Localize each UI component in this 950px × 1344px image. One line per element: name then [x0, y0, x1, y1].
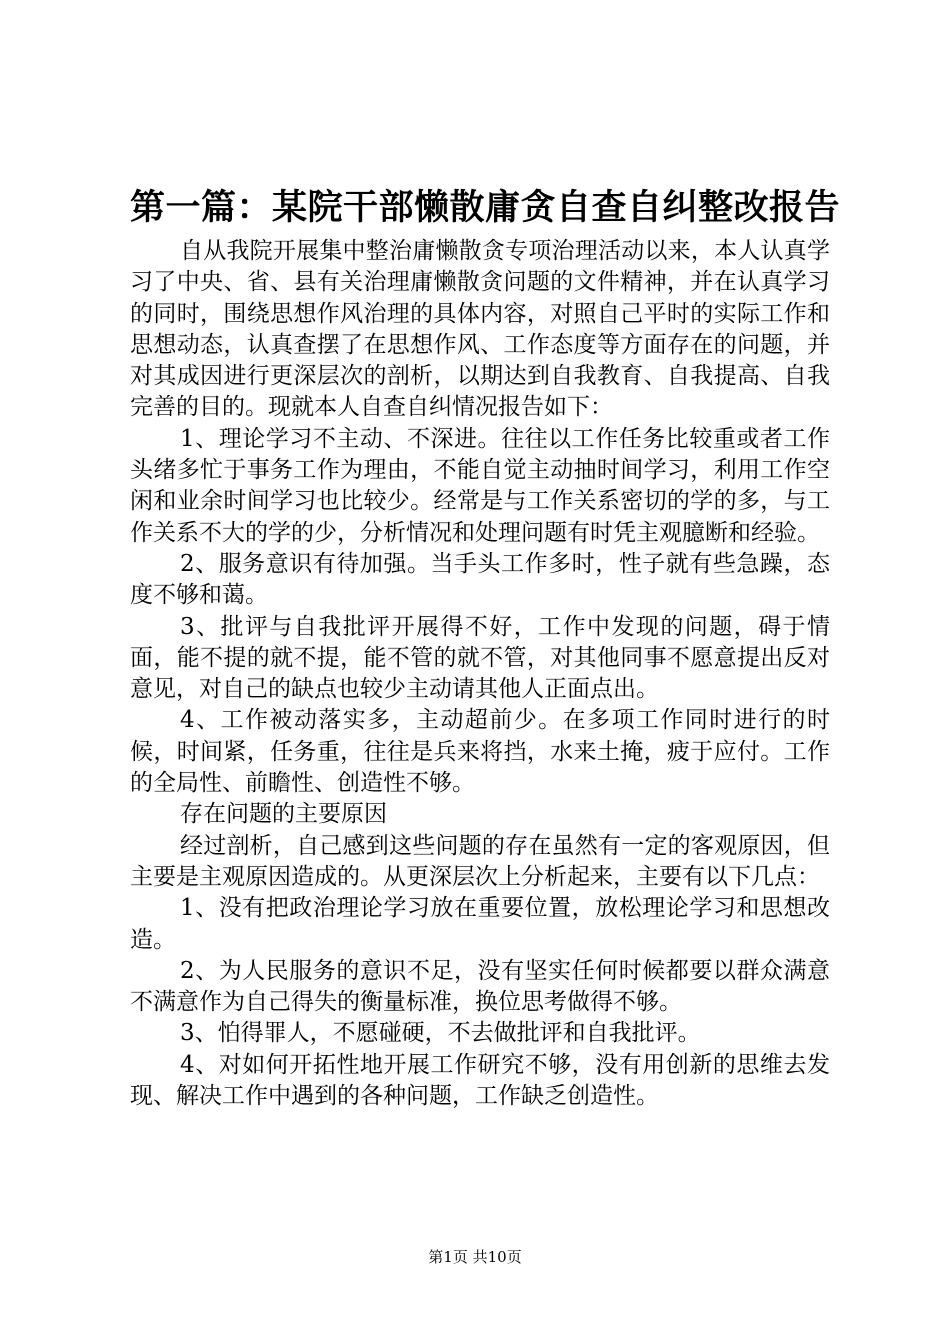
- paragraph-cause-4: 4、对如何开拓性地开展工作研究不够，没有用创新的思维去发现、解决工作中遇到的各种问题，工作缺乏创造性。: [130, 1051, 830, 1110]
- paragraph-cause-2: 2、为人民服务的意识不足，没有坚实任何时候都要以群众满意不满意作为自己得失的衡量标准，换位思考做得不够。: [130, 957, 830, 1016]
- document-title: 第一篇：某院干部懒散庸贪自查自纠整改报告: [130, 188, 841, 228]
- paragraph-item-3: 3、批评与自我批评开展得不好，工作中发现的问题，碍于情面，能不提的就不提，能不管的就不管，对其他同事不愿意提出反对意见，对自己的缺点也较少主动请其他人正面点出。: [130, 613, 830, 703]
- document-body: [130, 236, 830, 1112]
- paragraph-cause-3: 3、怕得罪人，不愿碰硬，不去做批评和自我批评。: [180, 1020, 701, 1047]
- paragraph-cause-1: 1、没有把政治理论学习放在重要位置，放松理论学习和思想改造。: [130, 895, 830, 953]
- page-footer: 第1页 共10页: [428, 1248, 522, 1266]
- paragraph-item-4: 4、工作被动落实多，主动超前少。在多项工作同时进行的时候，时间紧，任务重，往往是兵来将挡，水来土掩，疲于应付。工作的全局性、前瞻性、创造性不够。: [130, 707, 830, 797]
- paragraph-intro: 自从我院开展集中整治庸懒散贪专项治理活动以来，本人认真学习了中央、省、县有关治理庸懒散贪问题的文件精神，并在认真学习的同时，围绕思想作风治理的具体内容，对照自己平时的实际工作和思想动态，认真查摆了在思想作风、工作态度等方面存在的问题，并对其成因进行更深层次的剖析，以期达到自我教育、自我提高、自我完善的目的。现就本人自查自纠情况报告如下：: [130, 238, 830, 421]
- section-heading-causes: 存在问题的主要原因: [180, 801, 387, 828]
- paragraph-analysis: 经过剖析，自己感到这些问题的存在虽然有一定的客观原因，但主要是主观原因造成的。从更深层次上分析起来，主要有以下几点：: [130, 832, 830, 890]
- paragraph-item-1: 1、理论学习不主动、不深进。往往以工作任务比较重或者工作头绪多忙于事务工作为理由，不能自觉主动抽时间学习，利用工作空闲和业余时间学习也比较少。经常是与工作关系密切的学的多，与工作关系不大的学的少，分析情况和处理问题有时凭主观臆断和经验。: [130, 425, 830, 546]
- paragraph-item-2: 2、服务意识有待加强。当手头工作多时，性子就有些急躁，态度不够和蔼。: [130, 550, 830, 609]
